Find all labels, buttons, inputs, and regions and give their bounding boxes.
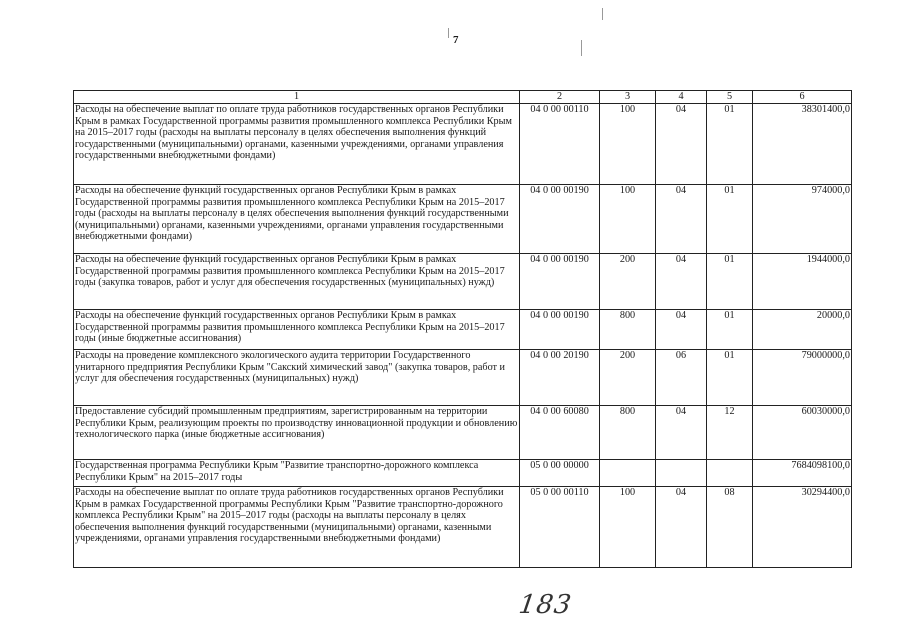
row-amount: 60030000,0 — [753, 406, 852, 460]
row-subsection: 12 — [707, 406, 753, 460]
column-header: 6 — [753, 91, 852, 104]
handwritten-page-number: 183 — [516, 590, 574, 620]
row-section: 04 — [656, 406, 707, 460]
column-header: 2 — [520, 91, 600, 104]
row-amount: 974000,0 — [753, 185, 852, 254]
table-row — [74, 487, 852, 568]
row-subsection — [707, 460, 753, 487]
table-row — [74, 310, 852, 350]
row-target-code: 04 0 00 00190 — [520, 310, 600, 350]
row-amount: 7684098100,0 — [753, 460, 852, 487]
column-header: 1 — [74, 91, 520, 104]
row-target-code: 04 0 00 20190 — [520, 350, 600, 406]
table-row — [74, 406, 852, 460]
row-description: Расходы на обеспечение выплат по оплате труда работников государственных органов Республики Крым в рамках Государственной программы развития промышленного комплекса Республики Крым на 2015–2017 годы (расходы на выплаты персоналу в целях обеспечения выполнения функций государственными (муниципальными) органами, казенными учреждениями, органами управления государственными внебюджетными фондами) — [74, 104, 520, 185]
row-expense-type: 100 — [600, 185, 656, 254]
table-row — [74, 185, 852, 254]
row-description: Расходы на обеспечение выплат по оплате труда работников государственных органов Республики Крым в рамках Государственной программы Республики Крым "Развитие транспортно-дорожного комплекса Республики Крым" на 2015–2017 годы (расходы на выплаты персоналу в целях обеспечения выполнения функций государственными (муниципальными) органами, казенными учреждениями, органами управления государственными внебюджетными фондами) — [74, 487, 520, 568]
table-row — [74, 104, 852, 185]
table-row — [74, 460, 852, 487]
row-amount: 30294400,0 — [753, 487, 852, 568]
scan-artifact — [602, 8, 603, 20]
row-target-code: 04 0 00 00110 — [520, 104, 600, 185]
row-subsection: 01 — [707, 310, 753, 350]
scan-artifact — [448, 28, 449, 38]
row-subsection: 08 — [707, 487, 753, 568]
row-amount: 79000000,0 — [753, 350, 852, 406]
table-header-row — [74, 91, 852, 104]
row-target-code: 04 0 00 60080 — [520, 406, 600, 460]
row-section: 06 — [656, 350, 707, 406]
row-subsection: 01 — [707, 350, 753, 406]
row-description: Государственная программа Республики Крым "Развитие транспортно-дорожного комплекса Республики Крым" на 2015–2017 годы — [74, 460, 520, 487]
row-expense-type: 800 — [600, 310, 656, 350]
row-expense-type: 200 — [600, 254, 656, 310]
column-header: 3 — [600, 91, 656, 104]
scan-artifact — [581, 40, 582, 56]
page-number: 7 — [453, 34, 459, 46]
row-subsection: 01 — [707, 254, 753, 310]
row-amount: 38301400,0 — [753, 104, 852, 185]
row-subsection: 01 — [707, 104, 753, 185]
row-target-code: 04 0 00 00190 — [520, 254, 600, 310]
row-section: 04 — [656, 254, 707, 310]
row-description: Предоставление субсидий промышленным предприятиям, зарегистрированным на территории Республики Крым, реализующим проекты по производству инновационной продукции и обновлению технологического парка (иные бюджетные ассигнования) — [74, 406, 520, 460]
row-expense-type: 200 — [600, 350, 656, 406]
row-section: 04 — [656, 310, 707, 350]
row-section: 04 — [656, 104, 707, 185]
budget-table — [73, 90, 852, 568]
row-expense-type — [600, 460, 656, 487]
row-expense-type: 800 — [600, 406, 656, 460]
row-target-code: 04 0 00 00190 — [520, 185, 600, 254]
table-row — [74, 350, 852, 406]
column-header: 4 — [656, 91, 707, 104]
row-expense-type: 100 — [600, 104, 656, 185]
row-amount: 1944000,0 — [753, 254, 852, 310]
row-description: Расходы на проведение комплексного экологического аудита территории Государственного унитарного предприятия Республики Крым "Сакский химический завод" (закупка товаров, работ и услуг для обеспечения государственных (муниципальных) нужд) — [74, 350, 520, 406]
row-description: Расходы на обеспечение функций государственных органов Республики Крым в рамках Государственной программы развития промышленного комплекса Республики Крым на 2015–2017 годы (закупка товаров, работ и услуг для обеспечения государственных (муниципальных) нужд) — [74, 254, 520, 310]
row-section — [656, 460, 707, 487]
row-target-code: 05 0 00 00110 — [520, 487, 600, 568]
row-expense-type: 100 — [600, 487, 656, 568]
row-description: Расходы на обеспечение функций государственных органов Республики Крым в рамках Государственной программы развития промышленного комплекса Республики Крым на 2015–2017 годы (расходы на выплаты персоналу в целях обеспечения выполнения функций государственными (муниципальными) органами, казенными учреждениями, органами управления государственными внебюджетными фондами) — [74, 185, 520, 254]
row-description: Расходы на обеспечение функций государственных органов Республики Крым в рамках Государственной программы развития промышленного комплекса Республики Крым на 2015–2017 годы (иные бюджетные ассигнования) — [74, 310, 520, 350]
row-section: 04 — [656, 185, 707, 254]
row-section: 04 — [656, 487, 707, 568]
row-subsection: 01 — [707, 185, 753, 254]
column-header: 5 — [707, 91, 753, 104]
row-target-code: 05 0 00 00000 — [520, 460, 600, 487]
table-row — [74, 254, 852, 310]
row-amount: 20000,0 — [753, 310, 852, 350]
